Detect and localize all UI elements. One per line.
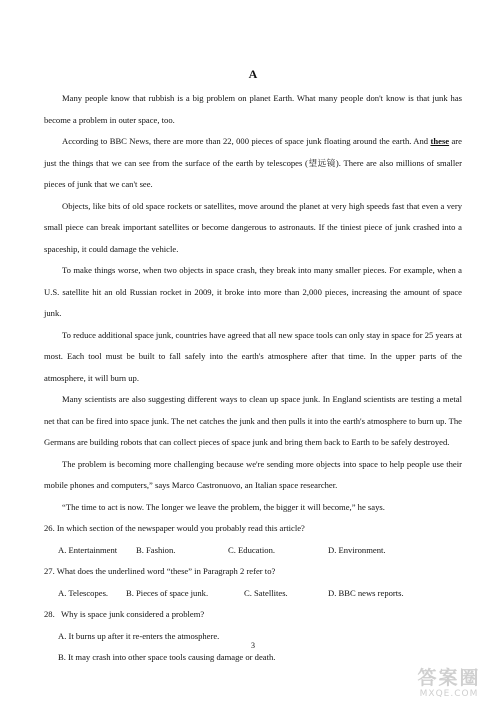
q26-option-c: C. Education. [228, 544, 276, 555]
question-26: 26. In which section of the newspaper would you probably read this article? [44, 523, 305, 533]
underlined-word-these: these [430, 136, 450, 146]
q27-option-c: C. Satellites. [244, 587, 288, 598]
paragraph-6: Many scientists are also suggesting different ways to clean up space junk. In England scientists are testing a metal net that can be fired into space junk. The net catches the junk and then pulls it into the earth's atmosphere to burn up. The Germans are building robots that can collect pieces of space junk and bring them back to Earth to be safely destroyed. [44, 394, 462, 447]
paragraph-5: To reduce additional space junk, countries have agreed that all new space tools can only stay in space for 25 years at most. Each tool must be built to fall safely into the earth's atmosphere after that time. In the upper parts of the atmosphere, it will burn up. [44, 329, 462, 383]
paragraph-7: The problem is becoming more challenging because we're sending more objects into space to help people use their mobile phones and computers,” says Marco Castronuovo, an Italian space researcher. [44, 458, 462, 490]
q26-option-a: A. Entertainment [58, 544, 118, 555]
question-27-options [44, 583, 462, 605]
paragraph-2 [44, 131, 462, 196]
page-number: 3 [251, 641, 255, 650]
paragraph-1: Many people know that rubbish is a big problem on planet Earth. What many people don't know is that junk has become a problem in outer space, too. [44, 93, 462, 125]
article-body [44, 88, 462, 669]
watermark-logo [406, 667, 492, 703]
question-26-options [44, 540, 462, 562]
paragraph-8: “The time to act is now. The longer we leave the problem, the bigger it will become,” he says. [62, 501, 385, 512]
q27-option-d: D. BBC news reports. [328, 587, 404, 598]
q28-option-a: A. It burns up after it re-enters the atmosphere. [58, 630, 220, 641]
q26-option-d: D. Environment. [328, 544, 386, 555]
watermark-top-text: 答案圈 [417, 667, 481, 689]
q28-option-b: B. It may crash into other space tools causing damage or death. [58, 652, 276, 662]
watermark-bottom-text: MXQE.COM [419, 689, 479, 699]
q27-option-b: B. Pieces of space junk. [126, 587, 209, 598]
q27-option-a: A. Telescopes. [58, 587, 109, 598]
section-heading: A [248, 67, 258, 81]
paragraph-2-after: are just the things that we can see from the surface of the earth by telescopes (望远镜). There are also millions of smaller pieces of junk that we can't see. [44, 136, 462, 189]
q26-option-b: B. Fashion. [136, 544, 176, 555]
question-28: 28. Why is space junk considered a problem? [44, 609, 205, 619]
paragraph-2-before: According to BBC News, there are more than 22, 000 pieces of space junk floating around the earth. And [62, 136, 429, 146]
question-27: 27. What does the underlined word “these” in Paragraph 2 refer to? [44, 566, 276, 576]
paragraph-3: Objects, like bits of old space rockets or satellites, move around the planet at very high speeds fast that even a very small piece can break important satellites or become dangerous to astronauts. If the tiniest piece of junk crashed into a spaceship, it could damage the vehicle. [44, 200, 462, 254]
paragraph-4: To make things worse, when two objects in space crash, they break into many smaller pieces. For example, when a U.S. satellite hit an old Russian rocket in 2009, it broke into more than 2,000 pieces, increasing the amount of space junk. [44, 265, 462, 318]
